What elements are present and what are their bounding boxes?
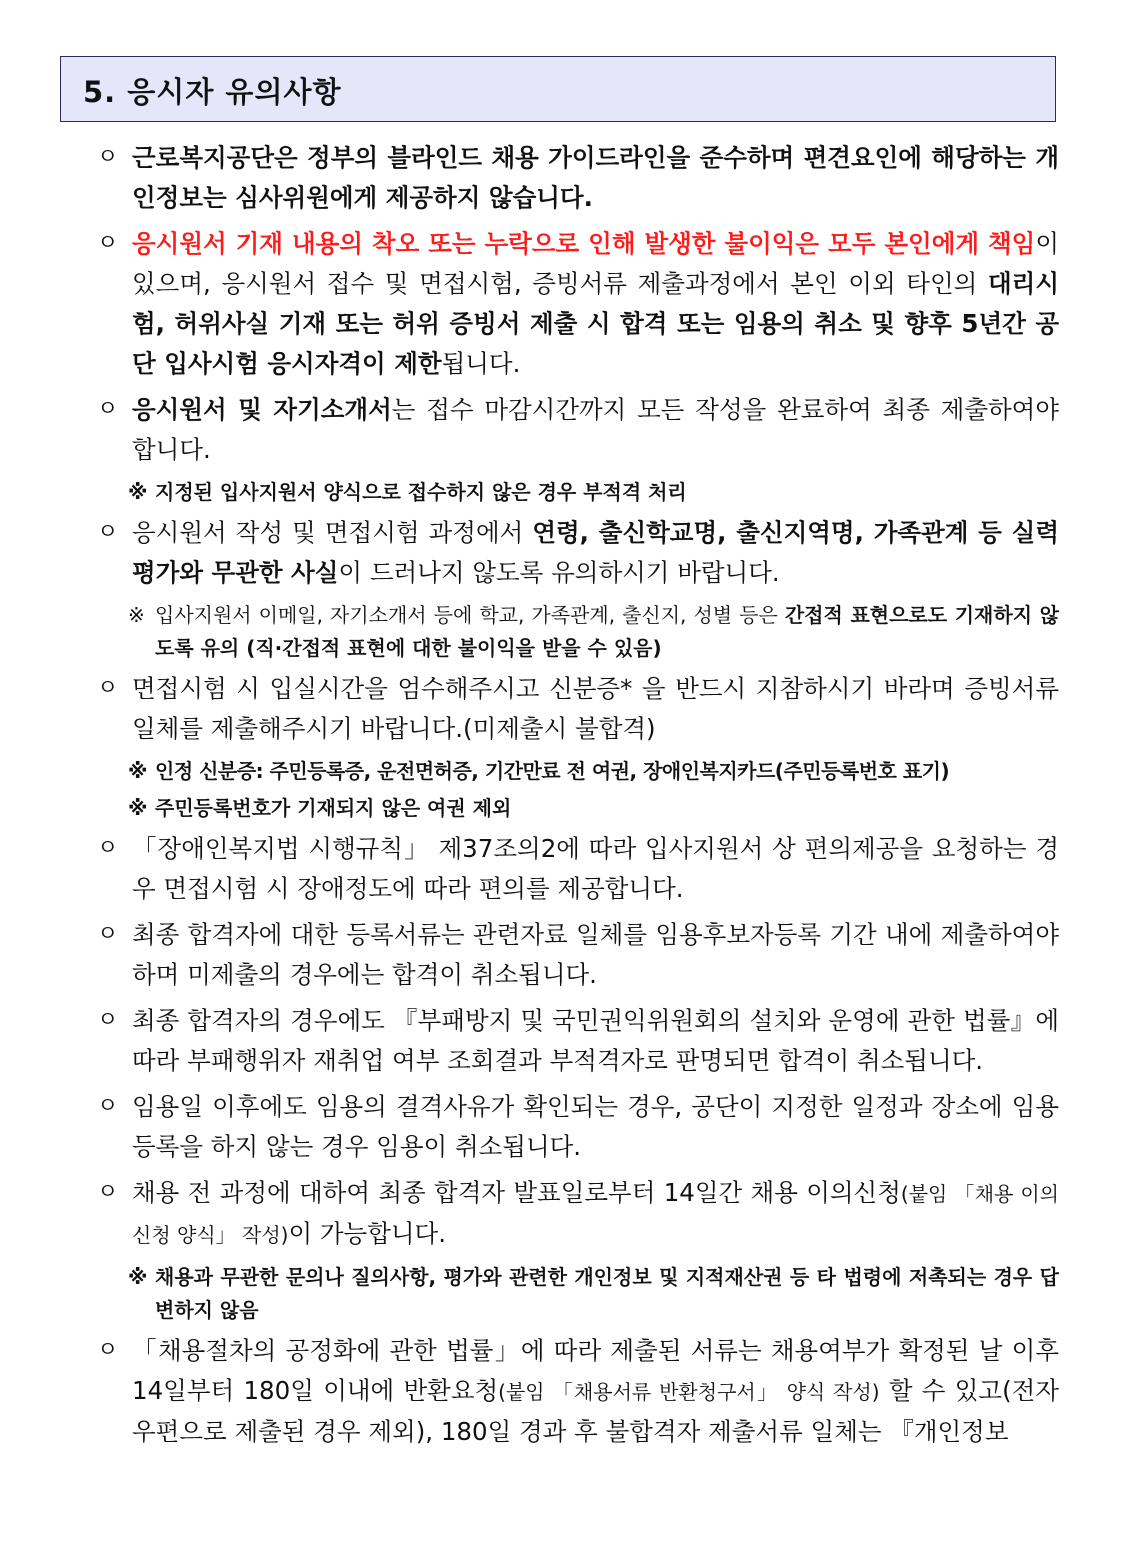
note-text-bold: 간접적 표현으로도 기재하지 않도록 유의 (직·간접적 표현에 대한 불이익을 받을 수 있음) (155, 603, 1059, 660)
bullet-icon: ㅇ (97, 676, 119, 701)
bullet-icon: ㅇ (97, 520, 119, 545)
item-text: 이 가능합니다. (288, 1219, 447, 1248)
note-passport-exclusion (0, 792, 1059, 825)
note-no-response (0, 1261, 1059, 1327)
list-item-objection (0, 1173, 1059, 1255)
item-text: 는 접수 마감시간까지 모든 작성을 완료하여 최종 제출하여야 합니다. (132, 395, 1059, 464)
item-text: 할 수 있고(전자우편으로 제출된 경우 제외), 180일 경과 후 불합격자 제출서류 일체는 『개인정보 (132, 1376, 1059, 1446)
list-item-interview-id (0, 669, 1059, 749)
item-text: 「장애인복지법 시행규칙」 제37조의2에 따라 입사지원서 상 편의제공을 요청하는 경우 면접시험 시 장애정도에 따라 편의를 제공합니다. (132, 834, 1059, 903)
note-text: 인정 신분증: 주민등록증, 운전면허증, 기간만료 전 여권, 장애인복지카드(주민등록번호 표기) (155, 759, 950, 783)
bullet-icon: ㅇ (97, 1338, 119, 1363)
list-item-applicant-responsibility (0, 224, 1059, 384)
note-mark-icon: ※ (128, 603, 145, 627)
list-item-personal-info-caution (0, 513, 1059, 593)
note-text: 채용과 무관한 문의나 질의사항, 평가와 관련한 개인정보 및 지적재산권 등 타 법령에 저촉되는 경우 답변하지 않음 (155, 1265, 1059, 1322)
item-text-red: 응시원서 기재 내용의 착오 또는 누락으로 인해 발생한 불이익은 모두 본인에게 책임 (132, 229, 1036, 258)
note-mark-icon: ※ (128, 1265, 148, 1289)
section-title: 5. 응시자 유의사항 (83, 75, 342, 109)
note-mark-icon: ※ (128, 796, 148, 820)
list-item-disability-accommodation (0, 829, 1059, 909)
note-mark-icon: ※ (128, 480, 148, 504)
note-form-format (0, 476, 1059, 509)
item-text: 임용일 이후에도 임용의 결격사유가 확인되는 경우, 공단이 지정한 일정과 장소에 임용등록을 하지 않는 경우 임용이 취소됩니다. (132, 1092, 1059, 1161)
bullet-icon: ㅇ (97, 145, 119, 170)
note-text: 입사지원서 이메일, 자기소개서 등에 학교, 가족관계, 출신지, 성별 등은 (155, 603, 785, 627)
item-text-bold: 연령, 출신학교명, 출신지역명, 가족관계 등 실력평가와 무관한 사실 (132, 518, 1059, 587)
list-item-blind-hiring (0, 138, 1059, 218)
bullet-icon: ㅇ (97, 922, 119, 947)
list-item-appointment-cancel (0, 1087, 1059, 1167)
list-item-document-return (0, 1331, 1059, 1452)
note-valid-id (0, 755, 1059, 788)
bullet-icon: ㅇ (97, 836, 119, 861)
item-text: 채용 전 과정에 대하여 최종 합격자 발표일로부터 14일간 채용 이의신청 (132, 1178, 901, 1207)
item-text: 면접시험 시 입실시간을 엄수해주시고 신분증* 을 반드시 지참하시기 바라며 증빙서류 일체를 제출해주시기 바랍니다.(미제출시 불합격) (132, 674, 1059, 743)
item-text-small: (붙임 「채용 이의신청 양식」 작성) (132, 1182, 1059, 1247)
item-text: 이 있으며, 응시원서 접수 및 면접시험, 증빙서류 제출과정에서 본인 이외 타인의 (132, 229, 1059, 298)
item-text: 근로복지공단은 정부의 블라인드 채용 가이드라인을 준수하며 편견요인에 해당하는 개인정보는 심사위원에게 제공하지 않습니다. (132, 143, 1059, 212)
item-text: 최종 합격자에 대한 등록서류는 관련자료 일체를 임용후보자등록 기간 내에 제출하여야 하며 미제출의 경우에는 합격이 취소됩니다. (132, 920, 1059, 989)
note-text: 지정된 입사지원서 양식으로 접수하지 않은 경우 부적격 처리 (155, 480, 687, 504)
bullet-icon: ㅇ (97, 397, 119, 422)
bullet-icon: ㅇ (97, 1008, 119, 1033)
bullet-icon: ㅇ (97, 1094, 119, 1119)
note-indirect-expression (0, 599, 1059, 665)
note-mark-icon: ※ (128, 759, 148, 783)
section-heading-box (60, 56, 1056, 122)
item-text-small: (붙임 「채용서류 반환청구서」 양식 작성) (498, 1380, 880, 1404)
item-text: 「채용절차의 공정화에 관한 법률」에 따라 제출된 서류는 채용여부가 확정된 날 이후 14일부터 180일 이내에 반환요청 (132, 1336, 1059, 1405)
bullet-icon: ㅇ (97, 231, 119, 256)
item-text: 응시원서 작성 및 면접시험 과정에서 (132, 518, 533, 547)
bullet-icon: ㅇ (97, 1180, 119, 1205)
list-item-anti-corruption (0, 1001, 1059, 1081)
note-text: 주민등록번호가 기재되지 않은 여권 제외 (155, 796, 512, 820)
notice-list (0, 138, 1131, 1458)
list-item-submission-deadline (0, 390, 1059, 470)
item-text: 됩니다. (441, 349, 521, 378)
item-text: 최종 합격자의 경우에도 『부패방지 및 국민권익위원회의 설치와 운영에 관한 법률』에 따라 부패행위자 재취업 여부 조회결과 부적격자로 판명되면 합격이 취소됩니다. (132, 1006, 1059, 1075)
list-item-registration-documents (0, 915, 1059, 995)
item-text: 이 드러나지 않도록 유의하시기 바랍니다. (338, 558, 780, 587)
item-text-bold: 응시원서 및 자기소개서 (132, 395, 392, 424)
item-text-bold: 대리시험, 허위사실 기재 또는 허위 증빙서 제출 시 합격 또는 임용의 취소 및 향후 5년간 공단 입사시험 응시자격이 제한 (132, 269, 1059, 378)
